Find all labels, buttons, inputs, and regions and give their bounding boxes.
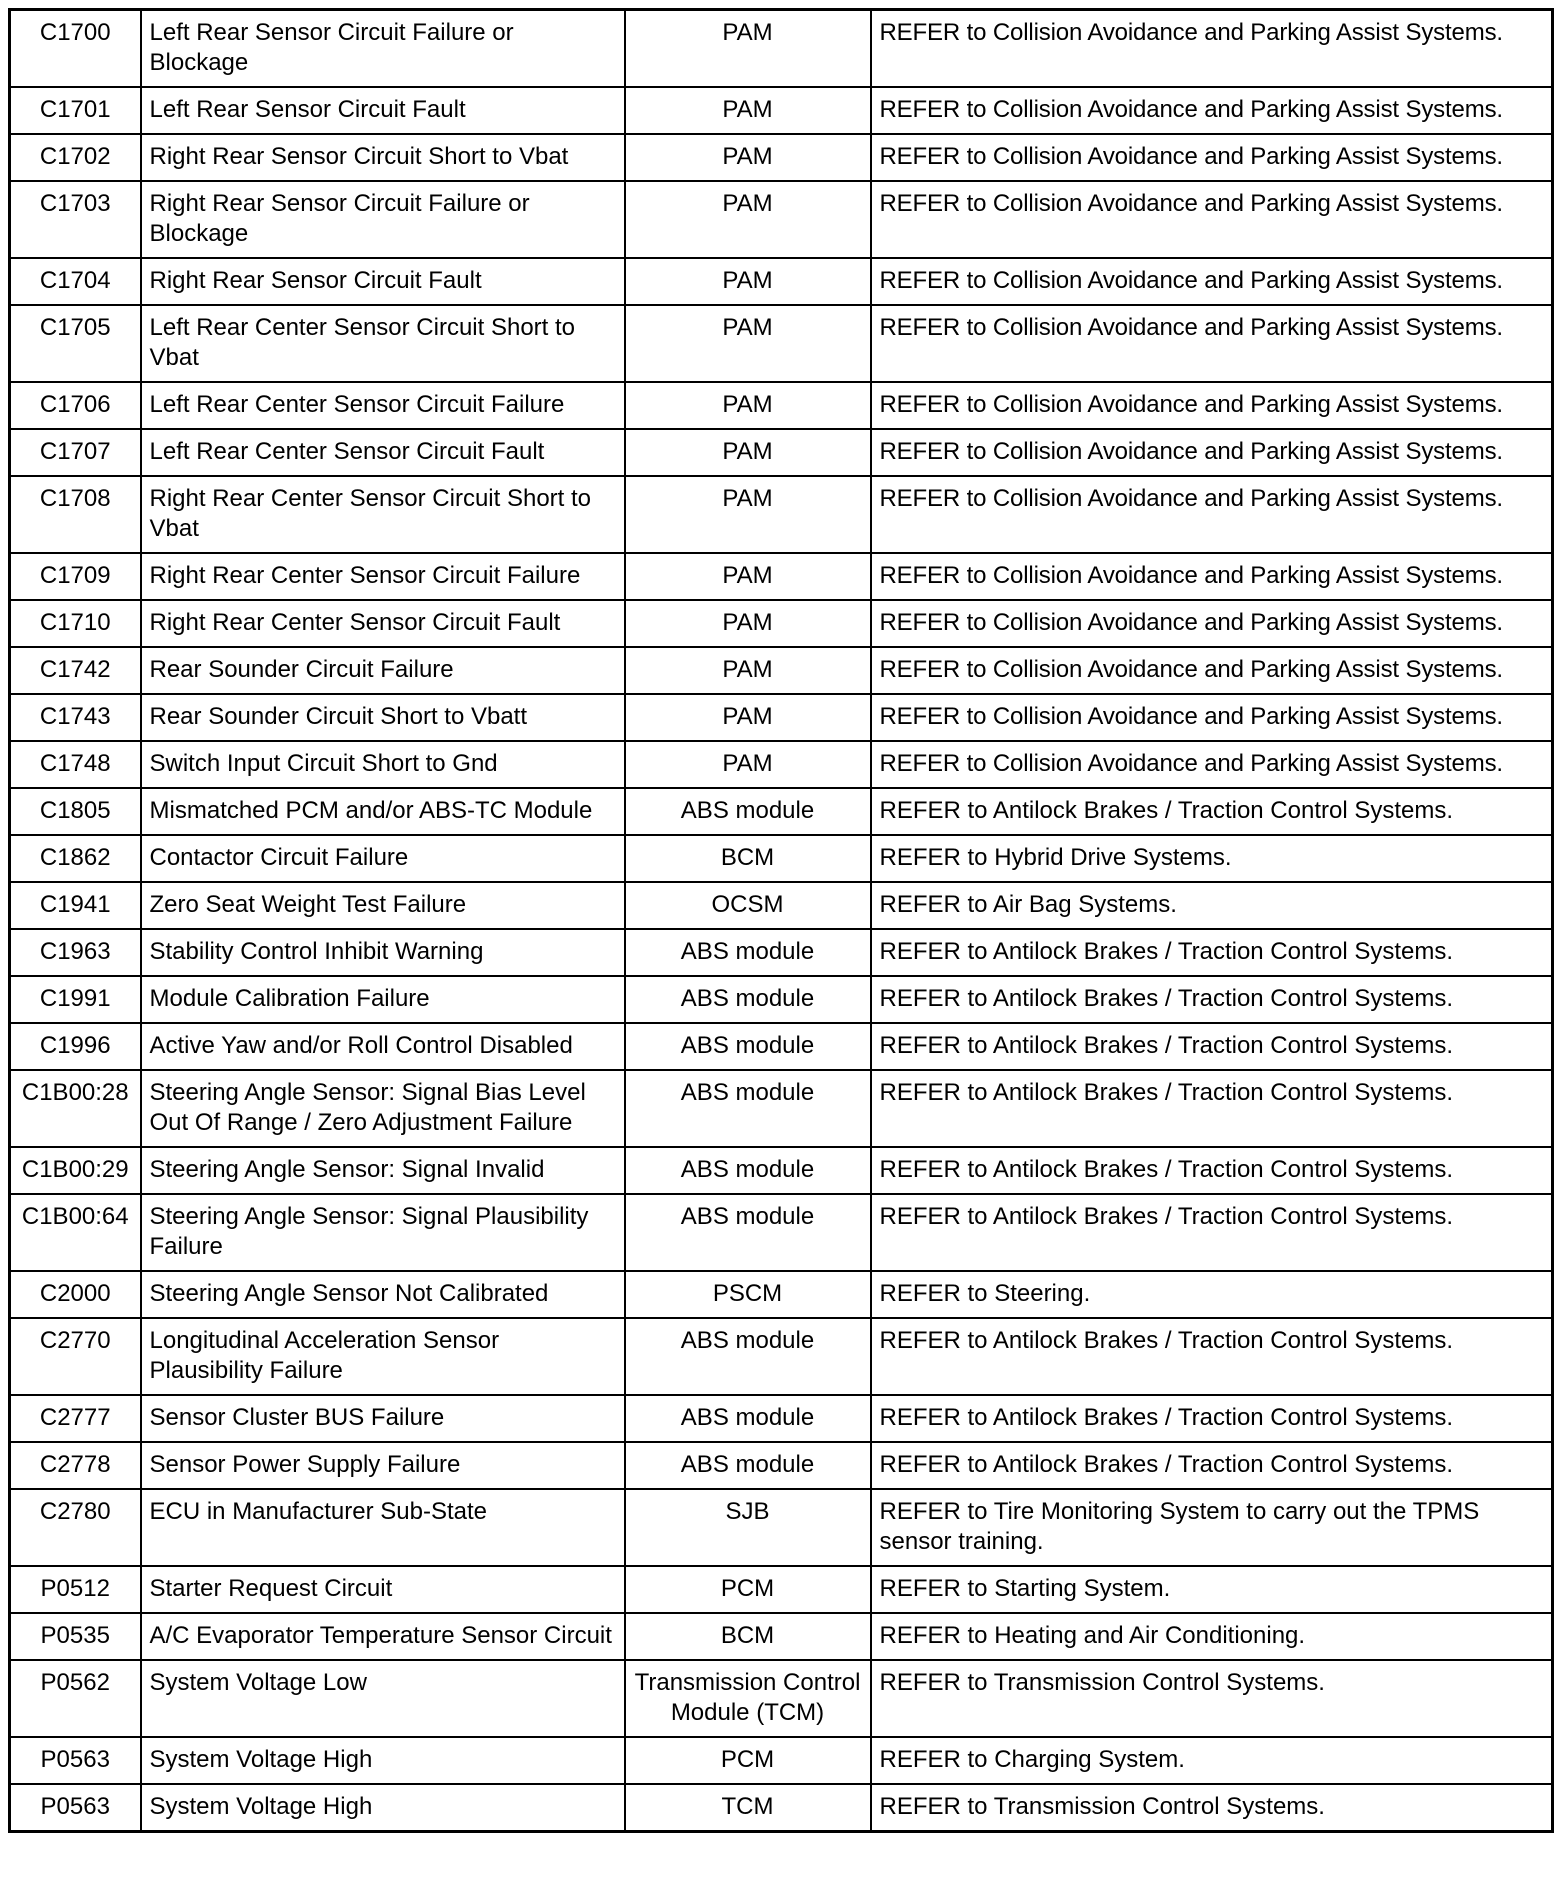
dtc-action-cell: REFER to Collision Avoidance and Parking Assist Systems. [871,87,1553,134]
dtc-code-cell: P0535 [10,1613,141,1660]
dtc-description-cell: Contactor Circuit Failure [141,835,625,882]
dtc-code-cell: C1708 [10,476,141,553]
dtc-code-cell: C1702 [10,134,141,181]
dtc-action-cell: REFER to Collision Avoidance and Parking Assist Systems. [871,305,1553,382]
dtc-description-cell: ECU in Manufacturer Sub-State [141,1489,625,1566]
dtc-source-module-cell: PAM [625,553,871,600]
dtc-description-cell: Left Rear Center Sensor Circuit Failure [141,382,625,429]
dtc-action-cell: REFER to Antilock Brakes / Traction Control Systems. [871,1023,1553,1070]
dtc-action-cell: REFER to Steering. [871,1271,1553,1318]
dtc-code-cell: C2000 [10,1271,141,1318]
dtc-code-cell: C2777 [10,1395,141,1442]
dtc-description-cell: Switch Input Circuit Short to Gnd [141,741,625,788]
dtc-action-cell: REFER to Collision Avoidance and Parking Assist Systems. [871,258,1553,305]
dtc-action-cell: REFER to Transmission Control Systems. [871,1660,1553,1737]
dtc-action-cell: REFER to Collision Avoidance and Parking Assist Systems. [871,134,1553,181]
dtc-action-cell: REFER to Hybrid Drive Systems. [871,835,1553,882]
dtc-code-cell: C1B00:28 [10,1070,141,1147]
dtc-action-cell: REFER to Collision Avoidance and Parking Assist Systems. [871,10,1553,88]
dtc-source-module-cell: BCM [625,1613,871,1660]
table-row [10,1442,1553,1489]
dtc-action-cell: REFER to Air Bag Systems. [871,882,1553,929]
dtc-source-module-cell: ABS module [625,929,871,976]
dtc-source-module-cell: PCM [625,1566,871,1613]
table-row [10,258,1553,305]
dtc-description-cell: Right Rear Center Sensor Circuit Short to Vbat [141,476,625,553]
table-row [10,1566,1553,1613]
dtc-action-cell: REFER to Collision Avoidance and Parking Assist Systems. [871,476,1553,553]
dtc-description-cell: Steering Angle Sensor: Signal Invalid [141,1147,625,1194]
dtc-source-module-cell: ABS module [625,1442,871,1489]
dtc-source-module-cell: ABS module [625,1318,871,1395]
table-row [10,1489,1553,1566]
dtc-action-cell: REFER to Heating and Air Conditioning. [871,1613,1553,1660]
table-row [10,1395,1553,1442]
dtc-source-module-cell: PSCM [625,1271,871,1318]
table-row [10,429,1553,476]
dtc-code-cell: C2770 [10,1318,141,1395]
dtc-code-cell: C1748 [10,741,141,788]
dtc-description-cell: Rear Sounder Circuit Short to Vbatt [141,694,625,741]
dtc-action-cell: REFER to Collision Avoidance and Parking Assist Systems. [871,553,1553,600]
table-row [10,741,1553,788]
dtc-source-module-cell: ABS module [625,1194,871,1271]
dtc-code-cell: C1805 [10,788,141,835]
dtc-action-cell: REFER to Antilock Brakes / Traction Control Systems. [871,1318,1553,1395]
dtc-description-cell: A/C Evaporator Temperature Sensor Circuit [141,1613,625,1660]
dtc-code-cell: P0512 [10,1566,141,1613]
dtc-source-module-cell: ABS module [625,788,871,835]
table-row [10,1271,1553,1318]
dtc-source-module-cell: PAM [625,647,871,694]
dtc-description-cell: Sensor Cluster BUS Failure [141,1395,625,1442]
dtc-source-module-cell: PAM [625,694,871,741]
table-row [10,1660,1553,1737]
dtc-action-cell: REFER to Starting System. [871,1566,1553,1613]
dtc-description-cell: Active Yaw and/or Roll Control Disabled [141,1023,625,1070]
table-row [10,553,1553,600]
dtc-description-cell: Right Rear Sensor Circuit Failure or Blockage [141,181,625,258]
dtc-description-cell: Zero Seat Weight Test Failure [141,882,625,929]
dtc-action-cell: REFER to Collision Avoidance and Parking Assist Systems. [871,647,1553,694]
dtc-description-cell: Sensor Power Supply Failure [141,1442,625,1489]
dtc-description-cell: System Voltage High [141,1737,625,1784]
table-row [10,1147,1553,1194]
dtc-code-cell: C1B00:64 [10,1194,141,1271]
dtc-source-module-cell: ABS module [625,1147,871,1194]
table-row [10,976,1553,1023]
dtc-action-cell: REFER to Tire Monitoring System to carry out the TPMS sensor training. [871,1489,1553,1566]
table-row [10,788,1553,835]
table-row [10,1613,1553,1660]
dtc-source-module-cell: ABS module [625,1070,871,1147]
dtc-description-cell: Right Rear Sensor Circuit Short to Vbat [141,134,625,181]
table-row [10,10,1553,88]
table-row [10,1784,1553,1832]
dtc-description-cell: Longitudinal Acceleration Sensor Plausibility Failure [141,1318,625,1395]
table-row [10,1318,1553,1395]
table-row [10,882,1553,929]
dtc-source-module-cell: PAM [625,87,871,134]
dtc-source-module-cell: ABS module [625,976,871,1023]
dtc-action-cell: REFER to Antilock Brakes / Traction Control Systems. [871,1395,1553,1442]
dtc-source-module-cell: PCM [625,1737,871,1784]
dtc-description-cell: Left Rear Center Sensor Circuit Fault [141,429,625,476]
dtc-code-cell: C1B00:29 [10,1147,141,1194]
dtc-code-cell: C1701 [10,87,141,134]
table-row [10,382,1553,429]
table-row [10,600,1553,647]
dtc-source-module-cell: ABS module [625,1395,871,1442]
dtc-action-cell: REFER to Antilock Brakes / Traction Control Systems. [871,1147,1553,1194]
dtc-table-body [10,10,1553,1832]
dtc-action-cell: REFER to Antilock Brakes / Traction Control Systems. [871,788,1553,835]
dtc-description-cell: Rear Sounder Circuit Failure [141,647,625,694]
dtc-description-cell: Steering Angle Sensor Not Calibrated [141,1271,625,1318]
dtc-description-cell: Left Rear Center Sensor Circuit Short to Vbat [141,305,625,382]
dtc-source-module-cell: PAM [625,600,871,647]
dtc-code-cell: C1700 [10,10,141,88]
table-row [10,87,1553,134]
dtc-description-cell: Starter Request Circuit [141,1566,625,1613]
dtc-action-cell: REFER to Collision Avoidance and Parking Assist Systems. [871,600,1553,647]
dtc-description-cell: Module Calibration Failure [141,976,625,1023]
dtc-action-cell: REFER to Collision Avoidance and Parking Assist Systems. [871,181,1553,258]
table-row [10,1737,1553,1784]
table-row [10,305,1553,382]
dtc-action-cell: REFER to Collision Avoidance and Parking Assist Systems. [871,382,1553,429]
dtc-code-cell: C2780 [10,1489,141,1566]
dtc-code-cell: C2778 [10,1442,141,1489]
dtc-code-cell: C1710 [10,600,141,647]
dtc-source-module-cell: BCM [625,835,871,882]
dtc-code-cell: C1941 [10,882,141,929]
dtc-action-cell: REFER to Transmission Control Systems. [871,1784,1553,1832]
dtc-description-cell: Left Rear Sensor Circuit Failure or Blockage [141,10,625,88]
dtc-description-cell: Left Rear Sensor Circuit Fault [141,87,625,134]
dtc-source-module-cell: PAM [625,10,871,88]
dtc-code-cell: C1963 [10,929,141,976]
table-row [10,134,1553,181]
dtc-source-module-cell: PAM [625,429,871,476]
table-row [10,694,1553,741]
dtc-action-cell: REFER to Antilock Brakes / Traction Control Systems. [871,1194,1553,1271]
dtc-description-cell: Steering Angle Sensor: Signal Bias Level Out Of Range / Zero Adjustment Failure [141,1070,625,1147]
dtc-action-cell: REFER to Collision Avoidance and Parking Assist Systems. [871,429,1553,476]
dtc-description-cell: Mismatched PCM and/or ABS-TC Module [141,788,625,835]
dtc-description-cell: Right Rear Center Sensor Circuit Failure [141,553,625,600]
dtc-description-cell: System Voltage Low [141,1660,625,1737]
dtc-code-cell: C1862 [10,835,141,882]
dtc-source-module-cell: Transmission Control Module (TCM) [625,1660,871,1737]
table-row [10,835,1553,882]
table-row [10,929,1553,976]
dtc-source-module-cell: OCSM [625,882,871,929]
dtc-source-module-cell: PAM [625,476,871,553]
dtc-source-module-cell: PAM [625,181,871,258]
dtc-code-cell: C1991 [10,976,141,1023]
dtc-description-cell: System Voltage High [141,1784,625,1832]
dtc-source-module-cell: PAM [625,741,871,788]
table-row [10,1194,1553,1271]
dtc-description-cell: Stability Control Inhibit Warning [141,929,625,976]
dtc-table [8,8,1554,1833]
dtc-code-cell: C1704 [10,258,141,305]
dtc-code-cell: C1707 [10,429,141,476]
dtc-action-cell: REFER to Antilock Brakes / Traction Control Systems. [871,929,1553,976]
dtc-description-cell: Right Rear Center Sensor Circuit Fault [141,600,625,647]
dtc-code-cell: C1709 [10,553,141,600]
dtc-action-cell: REFER to Collision Avoidance and Parking Assist Systems. [871,741,1553,788]
dtc-action-cell: REFER to Collision Avoidance and Parking Assist Systems. [871,694,1553,741]
dtc-code-cell: P0563 [10,1737,141,1784]
dtc-action-cell: REFER to Charging System. [871,1737,1553,1784]
dtc-code-cell: C1706 [10,382,141,429]
dtc-source-module-cell: PAM [625,382,871,429]
dtc-source-module-cell: PAM [625,134,871,181]
table-row [10,181,1553,258]
dtc-source-module-cell: PAM [625,258,871,305]
dtc-description-cell: Right Rear Sensor Circuit Fault [141,258,625,305]
dtc-source-module-cell: TCM [625,1784,871,1832]
dtc-code-cell: P0562 [10,1660,141,1737]
dtc-action-cell: REFER to Antilock Brakes / Traction Control Systems. [871,1070,1553,1147]
dtc-code-cell: C1742 [10,647,141,694]
dtc-code-cell: P0563 [10,1784,141,1832]
table-row [10,1023,1553,1070]
dtc-action-cell: REFER to Antilock Brakes / Traction Control Systems. [871,976,1553,1023]
dtc-description-cell: Steering Angle Sensor: Signal Plausibility Failure [141,1194,625,1271]
dtc-code-cell: C1743 [10,694,141,741]
dtc-action-cell: REFER to Antilock Brakes / Traction Control Systems. [871,1442,1553,1489]
dtc-source-module-cell: ABS module [625,1023,871,1070]
dtc-code-cell: C1705 [10,305,141,382]
table-row [10,1070,1553,1147]
table-row [10,476,1553,553]
dtc-code-cell: C1996 [10,1023,141,1070]
dtc-source-module-cell: PAM [625,305,871,382]
dtc-code-cell: C1703 [10,181,141,258]
table-row [10,647,1553,694]
dtc-source-module-cell: SJB [625,1489,871,1566]
